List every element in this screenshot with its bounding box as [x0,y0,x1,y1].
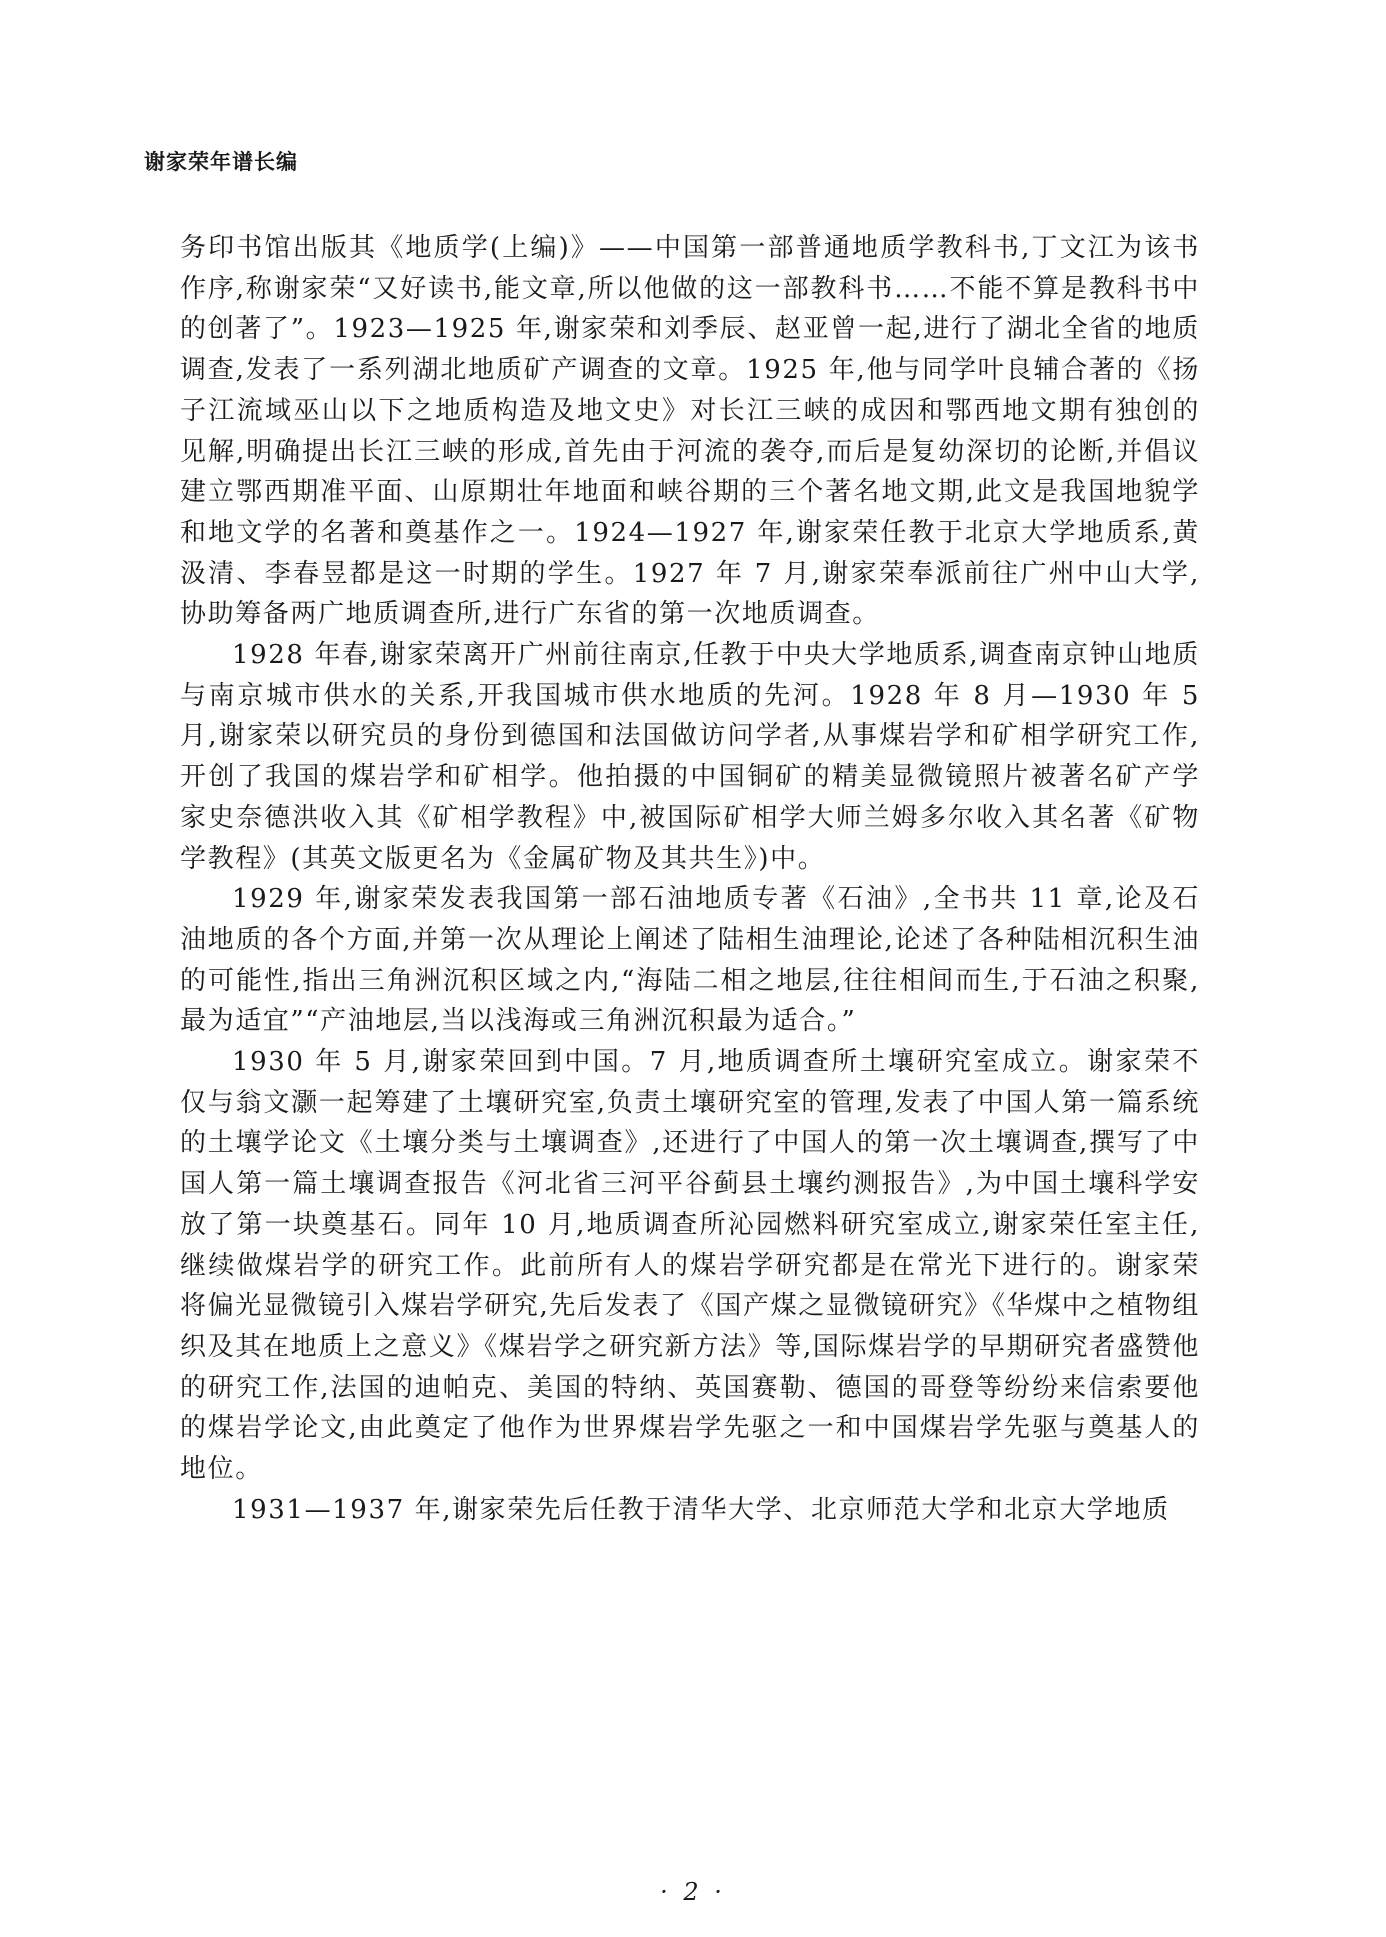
running-header-title: 谢家荣年谱长编 [144,150,298,174]
paragraph-1931: 1931—1937 年,谢家荣先后任教于清华大学、北京师范大学和北京大学地质 [232,1494,1170,1525]
body-text [180,228,1200,1531]
paragraph-1930: 1930 年 5 月,谢家荣回到中国。7 月,地质调查所土壤研究室成立。谢家荣不仅与翁文灏一起筹建了土壤研究室,负责土壤研究室的管理,发表了中国人第一篇系统的土壤学论文《土壤分类与土壤调查》,还进行了中国人的第一次土壤调查,撰写了中国人第一篇土壤调查报告《河北省三河平谷蓟县土壤约测报告》,为中国土壤科学安放了第一块奠基石。同年 10 月,地质调查所沁园燃料研究室成立,谢家荣任室主任,继续做煤岩学的研究工作。此前所有人的煤岩学研究都是在常光下进行的。谢家荣将偏光显微镜引入煤岩学研究,先后发表了《国产煤之显微镜研究》《华煤中之植物组织及其在地质上之意义》《煤岩学之研究新方法》等,国际煤岩学的早期研究者盛赞他的研究工作,法国的迪帕克、美国的特纳、英国赛勒、德国的哥登等纷纷来信索要他的煤岩学论文,由此奠定了他作为世界煤岩学先驱之一和中国煤岩学先驱与奠基人的地位。 [180,1047,1200,1485]
paragraph-1929: 1929 年,谢家荣发表我国第一部石油地质专著《石油》,全书共 11 章,论及石油地质的各个方面,并第一次从理论上阐述了陆相生油理论,论述了各种陆相沉积生油的可能性,指出三角洲沉积区域之内,“海陆二相之地层,往往相间而生,于石油之积聚,最为适宜”“产油地层,当以浅海或三角洲沉积最为适合。” [180,884,1200,1037]
page-number: · 2 · [660,1878,726,1906]
paragraph-1928: 1928 年春,谢家荣离开广州前往南京,任教于中央大学地质系,调查南京钟山地质与南京城市供水的关系,开我国城市供水地质的先河。1928 年 8 月—1930 年 5 月,谢家荣以研究员的身份到德国和法国做访问学者,从事煤岩学和矿相学研究工作,开创了我国的煤岩学和矿相学。他拍摄的中国铜矿的精美显微镜照片被著名矿产学家史奈德洪收入其《矿相学教程》中,被国际矿相学大师兰姆多尔收入其名著《矿物学教程》(其英文版更名为《金属矿物及其共生》)中。 [180,640,1200,874]
paragraph-continued: 务印书馆出版其《地质学(上编)》——中国第一部普通地质学教科书,丁文江为该书作序,称谢家荣“又好读书,能文章,所以他做的这一部教科书……不能不算是教科书中的创著了”。1923—1925 年,谢家荣和刘季辰、赵亚曾一起,进行了湖北全省的地质调查,发表了一系列湖北地质矿产调查的文章。1925 年,他与同学叶良辅合著的《扬子江流域巫山以下之地质构造及地文史》对长江三峡的成因和鄂西地文期有独创的见解,明确提出长江三峡的形成,首先由于河流的袭夺,而后是复幼深切的论断,并倡议建立鄂西期准平面、山原期壮年地面和峡谷期的三个著名地文期,此文是我国地貌学和地文学的名著和奠基作之一。1924—1927 年,谢家荣任教于北京大学地质系,黄汲清、李春昱都是这一时期的学生。1927 年 7 月,谢家荣奉派前往广州中山大学,协助筹备两广地质调查所,进行广东省的第一次地质调查。 [180,233,1200,630]
